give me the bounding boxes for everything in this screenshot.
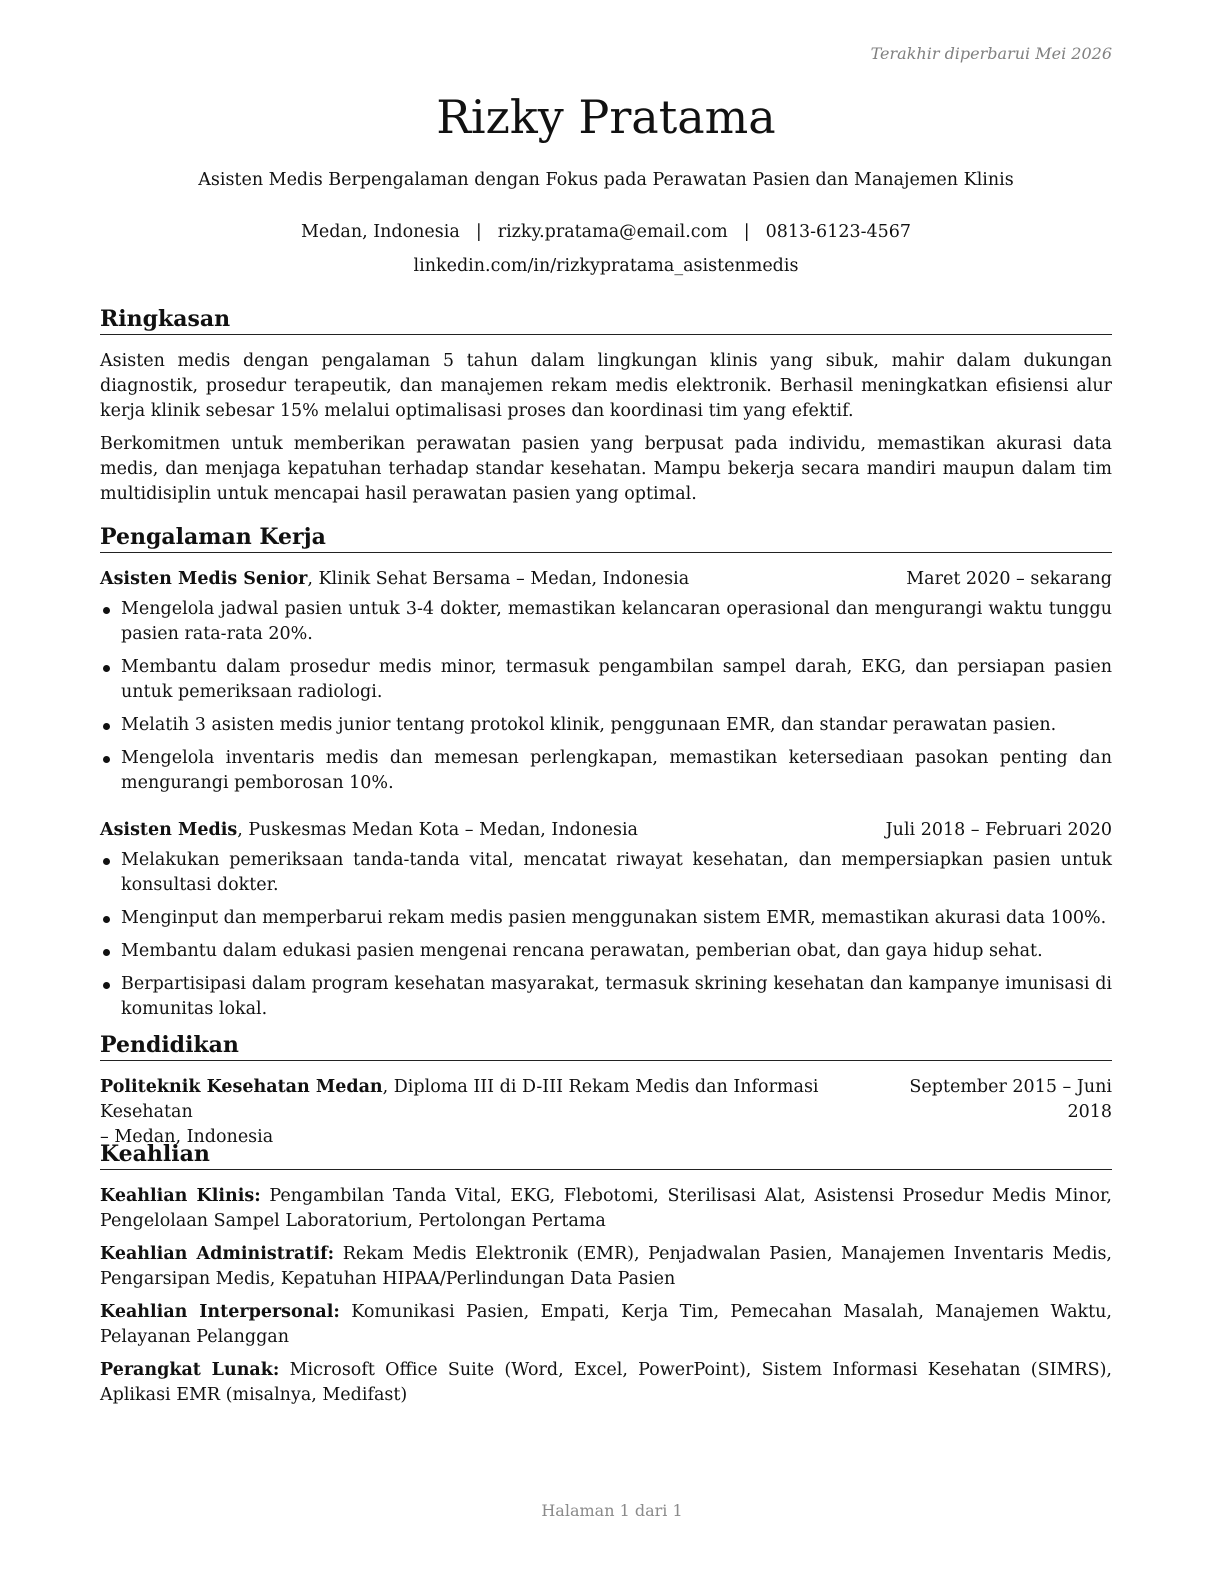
skill-label: Keahlian Administratif: bbox=[100, 1244, 335, 1264]
candidate-name: Rizky Pratama bbox=[436, 90, 776, 144]
bullet-item: Menginput dan memperbarui rekam medis pasien menggunakan sistem EMR, memastikan akurasi data 100%. bbox=[100, 906, 1112, 931]
job-org: , Puskesmas Medan Kota – Medan, Indonesia bbox=[237, 820, 638, 840]
job-header bbox=[100, 818, 1112, 843]
education-entry bbox=[100, 1075, 1112, 1150]
education-dates-line: 2018 bbox=[1067, 1102, 1112, 1122]
summary-section bbox=[100, 305, 1112, 507]
bullet-item: Mengelola jadwal pasien untuk 3-4 dokter, memastikan kelancaran operasional dan mengurangi waktu tunggu pasien rata-rata 20%. bbox=[100, 597, 1112, 647]
page-number: Halaman 1 dari 1 bbox=[541, 1501, 683, 1520]
phone: 0813-6123-4567 bbox=[765, 222, 912, 242]
bullet-item: Berpartisipasi dalam program kesehatan masyarakat, termasuk skrining kesehatan dan kampanye imunisasi di komunitas lokal. bbox=[100, 972, 1112, 1022]
bullet-item: Membantu dalam edukasi pasien mengenai rencana perawatan, pemberian obat, dan gaya hidup sehat. bbox=[100, 939, 1112, 964]
job-title-line bbox=[100, 567, 689, 592]
experience-section bbox=[100, 523, 1112, 1022]
job-title-line bbox=[100, 818, 638, 843]
skill-text: Komunikasi Pasien, Empati, Kerja Tim, Pemecahan Masalah, Manajemen Waktu, Pelayanan Pelanggan bbox=[100, 1302, 1112, 1347]
separator: | bbox=[475, 222, 482, 242]
job-org: , Klinik Sehat Bersama – Medan, Indonesia bbox=[307, 569, 690, 589]
section-title-summary: Ringkasan bbox=[100, 305, 1112, 335]
skill-group bbox=[100, 1358, 1112, 1408]
linkedin-line bbox=[100, 254, 1112, 278]
linkedin-link[interactable]: linkedin.com/in/rizkypratama_asistenmedis bbox=[413, 256, 799, 276]
job-entry bbox=[100, 567, 1112, 796]
job-dates: Juli 2018 – Februari 2020 bbox=[885, 820, 1112, 840]
skill-group bbox=[100, 1184, 1112, 1234]
skill-text: Microsoft Office Suite (Word, Excel, PowerPoint), Sistem Informasi Kesehatan (SIMRS), Aplikasi EMR (misalnya, Medifast) bbox=[100, 1360, 1112, 1405]
bullet-item: Melakukan pemeriksaan tanda-tanda vital, mencatat riwayat kesehatan, dan mempersiapkan pasien untuk konsultasi dokter. bbox=[100, 848, 1112, 898]
section-title-education: Pendidikan bbox=[100, 1031, 1112, 1061]
skill-label: Keahlian Klinis: bbox=[100, 1186, 261, 1206]
summary-paragraph: Asisten medis dengan pengalaman 5 tahun dalam lingkungan klinis yang sibuk, mahir dalam dukungan diagnostik, prosedur terapeutik, dan manajemen rekam medis elektronik. Berhasil meningkatkan efisiensi alur kerja klinik sebesar 15% melalui optimalisasi proses dan koordinasi tim yang efektif. bbox=[100, 351, 1112, 421]
education-dates bbox=[909, 1075, 1112, 1150]
education-section bbox=[100, 1031, 1112, 1150]
degree: , Diploma III di D-III Rekam Medis dan Informasi Kesehatan bbox=[100, 1077, 819, 1122]
last-updated: Terakhir diperbarui Mei 2026 bbox=[870, 44, 1112, 63]
education-text bbox=[100, 1075, 909, 1150]
job-bullets bbox=[100, 848, 1112, 1022]
summary-paragraph: Berkomitmen untuk memberikan perawatan pasien yang berpusat pada individu, memastikan akurasi data medis, dan menjaga kepatuhan terhadap standar kesehatan. Mampu bekerja secara mandiri maupun dalam tim multidisiplin untuk mencapai hasil perawatan pasien yang optimal. bbox=[100, 434, 1112, 504]
separator: | bbox=[743, 222, 750, 242]
job-header bbox=[100, 567, 1112, 592]
section-title-experience: Pengalaman Kerja bbox=[100, 523, 1112, 553]
job-role: Asisten Medis Senior bbox=[100, 569, 308, 589]
location: Medan, Indonesia bbox=[300, 222, 460, 242]
skill-text: Rekam Medis Elektronik (EMR), Penjadwalan Pasien, Manajemen Inventaris Medis, Pengarsipan Medis, Kepatuhan HIPAA/Perlindungan Data Pasien bbox=[100, 1244, 1112, 1289]
school-location: – Medan, Indonesia bbox=[100, 1127, 274, 1147]
skill-group bbox=[100, 1242, 1112, 1292]
headline: Asisten Medis Berpengalaman dengan Fokus pada Perawatan Pasien dan Manajemen Klinis bbox=[198, 170, 1014, 190]
job-bullets bbox=[100, 597, 1112, 796]
bullet-item: Melatih 3 asisten medis junior tentang protokol klinik, penggunaan EMR, dan standar perawatan pasien. bbox=[100, 713, 1112, 738]
bullet-item: Mengelola inventaris medis dan memesan perlengkapan, memastikan ketersediaan pasokan penting dan mengurangi pemborosan 10%. bbox=[100, 746, 1112, 796]
skill-text: Pengambilan Tanda Vital, EKG, Flebotomi, Sterilisasi Alat, Asistensi Prosedur Medis Minor, Pengelolaan Sampel Laboratorium, Pertolongan Pertama bbox=[100, 1186, 1112, 1231]
skills-section bbox=[100, 1140, 1112, 1408]
job-dates: Maret 2020 – sekarang bbox=[906, 569, 1112, 589]
email-link[interactable]: rizky.pratama@email.com bbox=[497, 222, 728, 242]
section-title-skills: Keahlian bbox=[100, 1140, 1112, 1170]
education-dates-line: September 2015 – Juni bbox=[909, 1077, 1112, 1097]
skill-label: Perangkat Lunak: bbox=[100, 1360, 280, 1380]
school-name: Politeknik Kesehatan Medan bbox=[100, 1077, 383, 1097]
job-role: Asisten Medis bbox=[100, 820, 238, 840]
contact-line bbox=[100, 220, 1112, 244]
skill-group bbox=[100, 1300, 1112, 1350]
job-entry bbox=[100, 818, 1112, 1022]
skill-label: Keahlian Interpersonal: bbox=[100, 1302, 340, 1322]
bullet-item: Membantu dalam prosedur medis minor, termasuk pengambilan sampel darah, EKG, dan persiapan pasien untuk pemeriksaan radiologi. bbox=[100, 655, 1112, 705]
